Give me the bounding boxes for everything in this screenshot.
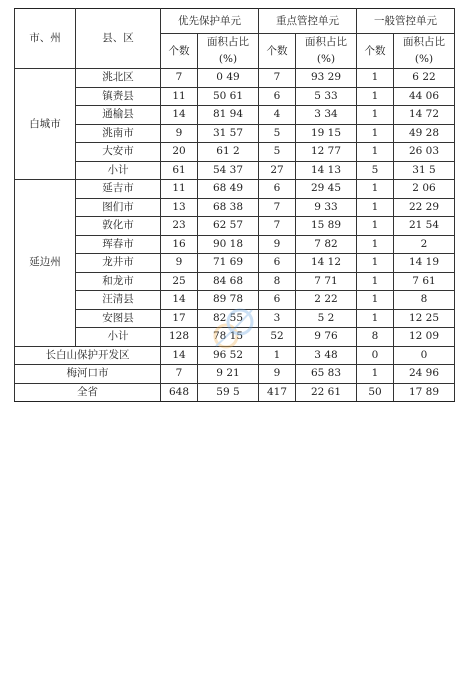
- general-area-cell: 14 19: [394, 254, 455, 273]
- county-cell: 通榆县: [76, 106, 161, 125]
- key-count-cell: 27: [259, 161, 296, 180]
- key-area-cell: 5 33: [296, 87, 357, 106]
- county-cell: 延吉市: [76, 180, 161, 199]
- general-area-cell: 49 28: [394, 124, 455, 143]
- key-area-cell: 22 61: [296, 383, 357, 402]
- priority-count-cell: 9: [161, 124, 198, 143]
- general-area-cell: 31 5: [394, 161, 455, 180]
- row-label-cell: 梅河口市: [15, 365, 161, 384]
- priority-count-cell: 13: [161, 198, 198, 217]
- general-count-cell: 1: [357, 309, 394, 328]
- table-row: [15, 272, 455, 291]
- header-general-group: 一般管控单元: [357, 9, 455, 34]
- county-cell: 安图县: [76, 309, 161, 328]
- key-area-cell: 15 89: [296, 217, 357, 236]
- key-count-cell: 6: [259, 254, 296, 273]
- general-area-cell: 17 89: [394, 383, 455, 402]
- table-row: [15, 180, 455, 199]
- general-area-cell: 22 29: [394, 198, 455, 217]
- table-row: [15, 217, 455, 236]
- priority-area-cell: 68 38: [198, 198, 259, 217]
- priority-count-cell: 14: [161, 291, 198, 310]
- general-area-cell: 7 61: [394, 272, 455, 291]
- key-area-cell: 3 34: [296, 106, 357, 125]
- table-row: [15, 87, 455, 106]
- priority-area-cell: 59 5: [198, 383, 259, 402]
- row-label-cell: 长白山保护开发区: [15, 346, 161, 365]
- county-cell: 珲春市: [76, 235, 161, 254]
- key-area-cell: 14 13: [296, 161, 357, 180]
- area-ratio-label: 面积占比: [305, 36, 347, 48]
- table-row: [15, 161, 455, 180]
- priority-count-cell: 23: [161, 217, 198, 236]
- key-area-cell: 5 2: [296, 309, 357, 328]
- priority-count-cell: 25: [161, 272, 198, 291]
- general-area-cell: 44 06: [394, 87, 455, 106]
- area-ratio-unit: (%): [316, 53, 336, 65]
- priority-count-cell: 9: [161, 254, 198, 273]
- key-count-cell: 9: [259, 235, 296, 254]
- general-count-cell: 5: [357, 161, 394, 180]
- header-priority-area: [198, 34, 259, 69]
- priority-area-cell: 62 57: [198, 217, 259, 236]
- general-count-cell: 1: [357, 217, 394, 236]
- table-row: [15, 69, 455, 88]
- key-area-cell: 93 29: [296, 69, 357, 88]
- header-priority-group: 优先保护单元: [161, 9, 259, 34]
- key-count-cell: 7: [259, 217, 296, 236]
- general-area-cell: 26 03: [394, 143, 455, 162]
- area-ratio-label: 面积占比: [403, 36, 445, 48]
- priority-area-cell: 31 57: [198, 124, 259, 143]
- county-cell: 图们市: [76, 198, 161, 217]
- general-area-cell: 2 06: [394, 180, 455, 199]
- general-count-cell: 1: [357, 106, 394, 125]
- header-row-top: [15, 9, 455, 34]
- priority-count-cell: 11: [161, 87, 198, 106]
- header-county: 县、区: [76, 9, 161, 69]
- city-cell: 白城市: [15, 69, 76, 180]
- row-label-cell: 全省: [15, 383, 161, 402]
- priority-count-cell: 61: [161, 161, 198, 180]
- general-count-cell: 1: [357, 365, 394, 384]
- general-count-cell: 50: [357, 383, 394, 402]
- header-general-count: 个数: [357, 34, 394, 69]
- priority-count-cell: 20: [161, 143, 198, 162]
- priority-count-cell: 17: [161, 309, 198, 328]
- key-count-cell: 4: [259, 106, 296, 125]
- header-key-count: 个数: [259, 34, 296, 69]
- county-cell: 小计: [76, 161, 161, 180]
- priority-area-cell: 61 2: [198, 143, 259, 162]
- priority-area-cell: 78 15: [198, 328, 259, 347]
- key-area-cell: 65 83: [296, 365, 357, 384]
- county-cell: 洮北区: [76, 69, 161, 88]
- priority-count-cell: 7: [161, 365, 198, 384]
- table-row: [15, 254, 455, 273]
- key-count-cell: 9: [259, 365, 296, 384]
- key-count-cell: 6: [259, 291, 296, 310]
- priority-area-cell: 0 49: [198, 69, 259, 88]
- table-row: [15, 143, 455, 162]
- key-count-cell: 6: [259, 180, 296, 199]
- general-area-cell: 21 54: [394, 217, 455, 236]
- general-area-cell: 14 72: [394, 106, 455, 125]
- priority-count-cell: 16: [161, 235, 198, 254]
- priority-area-cell: 54 37: [198, 161, 259, 180]
- key-area-cell: 29 45: [296, 180, 357, 199]
- header-key-area: [296, 34, 357, 69]
- general-count-cell: 1: [357, 198, 394, 217]
- general-count-cell: 1: [357, 143, 394, 162]
- key-count-cell: 7: [259, 198, 296, 217]
- table-row: [15, 106, 455, 125]
- general-count-cell: 1: [357, 235, 394, 254]
- header-city: 市、州: [15, 9, 76, 69]
- key-count-cell: 7: [259, 69, 296, 88]
- general-count-cell: 1: [357, 87, 394, 106]
- general-area-cell: 12 25: [394, 309, 455, 328]
- key-count-cell: 52: [259, 328, 296, 347]
- table-row: [15, 365, 455, 384]
- priority-area-cell: 9 21: [198, 365, 259, 384]
- table-row: [15, 235, 455, 254]
- watermark-logo-icon: [206, 300, 262, 356]
- general-area-cell: 0: [394, 346, 455, 365]
- key-area-cell: 7 82: [296, 235, 357, 254]
- key-count-cell: 417: [259, 383, 296, 402]
- county-cell: 敦化市: [76, 217, 161, 236]
- general-count-cell: 1: [357, 291, 394, 310]
- general-count-cell: 1: [357, 254, 394, 273]
- priority-area-cell: 96 52: [198, 346, 259, 365]
- general-count-cell: 1: [357, 180, 394, 199]
- header-general-area: [394, 34, 455, 69]
- key-area-cell: 14 12: [296, 254, 357, 273]
- key-area-cell: 19 15: [296, 124, 357, 143]
- county-cell: 镇赉县: [76, 87, 161, 106]
- priority-count-cell: 128: [161, 328, 198, 347]
- area-ratio-unit: (%): [218, 53, 238, 65]
- priority-count-cell: 648: [161, 383, 198, 402]
- general-area-cell: 2: [394, 235, 455, 254]
- key-area-cell: 9 76: [296, 328, 357, 347]
- key-area-cell: 12 77: [296, 143, 357, 162]
- general-count-cell: 0: [357, 346, 394, 365]
- county-cell: 汪清县: [76, 291, 161, 310]
- area-ratio-unit: (%): [414, 53, 434, 65]
- priority-area-cell: 89 78: [198, 291, 259, 310]
- priority-area-cell: 71 69: [198, 254, 259, 273]
- key-area-cell: 9 33: [296, 198, 357, 217]
- priority-count-cell: 7: [161, 69, 198, 88]
- table-row: [15, 198, 455, 217]
- key-area-cell: 2 22: [296, 291, 357, 310]
- key-count-cell: 6: [259, 87, 296, 106]
- general-count-cell: 8: [357, 328, 394, 347]
- priority-area-cell: 68 49: [198, 180, 259, 199]
- key-area-cell: 7 71: [296, 272, 357, 291]
- priority-area-cell: 50 61: [198, 87, 259, 106]
- city-cell: 延边州: [15, 180, 76, 347]
- general-count-cell: 1: [357, 124, 394, 143]
- header-priority-count: 个数: [161, 34, 198, 69]
- key-count-cell: 5: [259, 124, 296, 143]
- priority-area-cell: 90 18: [198, 235, 259, 254]
- general-area-cell: 24 96: [394, 365, 455, 384]
- county-cell: 小计: [76, 328, 161, 347]
- priority-count-cell: 11: [161, 180, 198, 199]
- key-area-cell: 3 48: [296, 346, 357, 365]
- priority-count-cell: 14: [161, 346, 198, 365]
- header-key-group: 重点管控单元: [259, 9, 357, 34]
- key-count-cell: 1: [259, 346, 296, 365]
- general-area-cell: 12 09: [394, 328, 455, 347]
- priority-area-cell: 81 94: [198, 106, 259, 125]
- general-area-cell: 8: [394, 291, 455, 310]
- general-count-cell: 1: [357, 272, 394, 291]
- priority-count-cell: 14: [161, 106, 198, 125]
- table-row: [15, 124, 455, 143]
- county-cell: 洮南市: [76, 124, 161, 143]
- county-cell: 大安市: [76, 143, 161, 162]
- table-row: [15, 383, 455, 402]
- key-count-cell: 3: [259, 309, 296, 328]
- general-count-cell: 1: [357, 69, 394, 88]
- general-area-cell: 6 22: [394, 69, 455, 88]
- priority-area-cell: 84 68: [198, 272, 259, 291]
- key-count-cell: 8: [259, 272, 296, 291]
- key-count-cell: 5: [259, 143, 296, 162]
- area-ratio-label: 面积占比: [207, 36, 249, 48]
- county-cell: 和龙市: [76, 272, 161, 291]
- priority-area-cell: 82 55: [198, 309, 259, 328]
- county-cell: 龙井市: [76, 254, 161, 273]
